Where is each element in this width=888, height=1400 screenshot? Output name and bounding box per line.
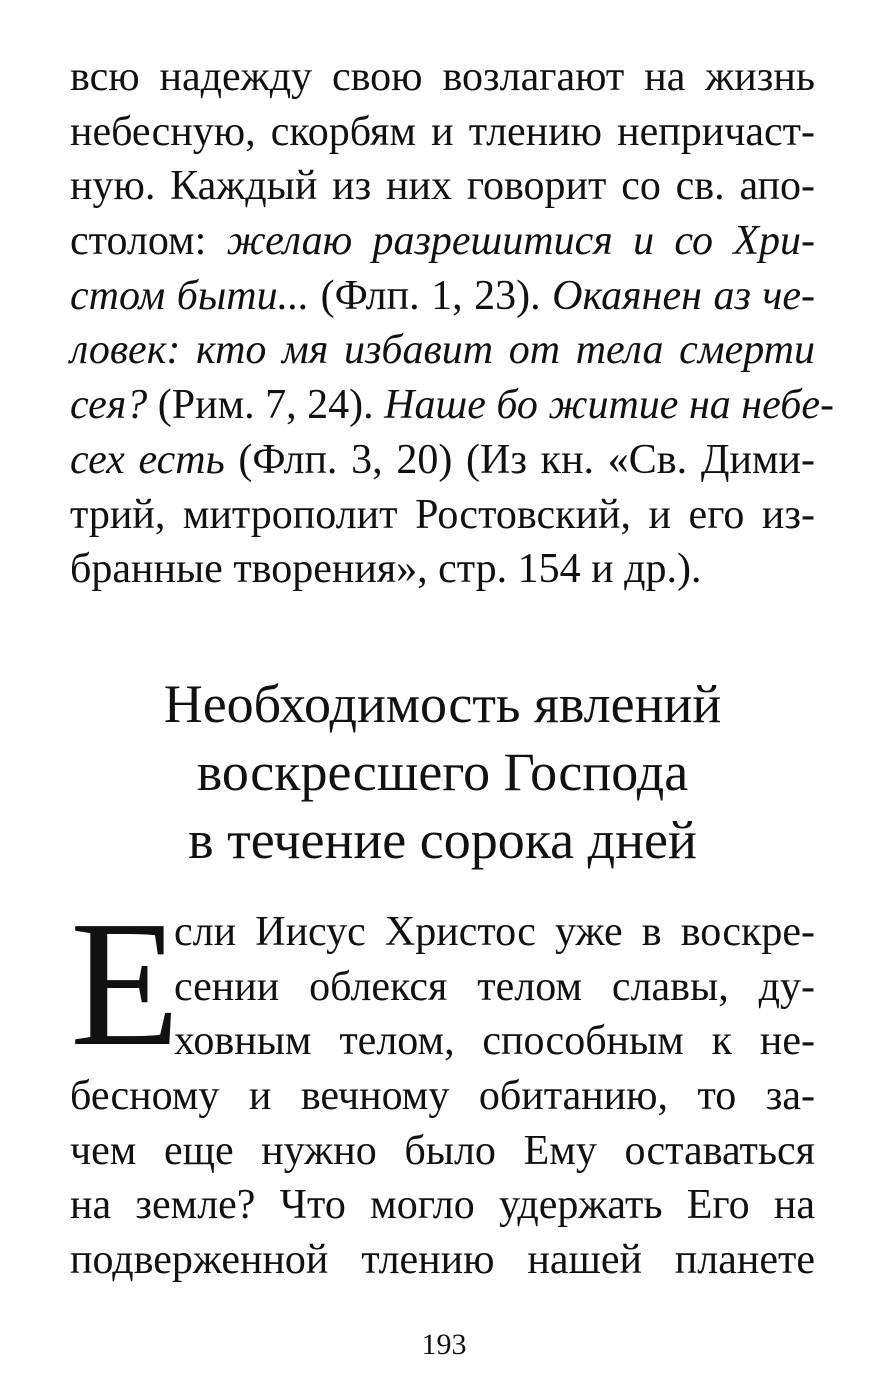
drop-cap: Е xyxy=(70,884,180,1083)
quote-italic: Окаянен аз че- xyxy=(552,272,816,319)
chapter-heading xyxy=(70,670,815,874)
heading-line: в течение сорока дней xyxy=(188,810,697,870)
quote-italic: ловек: кто мя избавит от тела смерти xyxy=(70,327,815,374)
text-line: бранные творения», стр. 154 и др.). xyxy=(70,546,702,593)
text-line: подверженной тлению нашей планете xyxy=(70,1237,815,1284)
quote-italic: сея? xyxy=(70,382,148,429)
text-line: ную. Каждый из них говорит со св. апо- xyxy=(70,163,815,210)
full-lines xyxy=(70,1069,815,1288)
text-line xyxy=(70,214,815,269)
citation: (Рим. 7, 24). xyxy=(147,382,385,429)
text-line: на земле? Что могло удержать Его на xyxy=(70,1182,815,1229)
lower-paragraph xyxy=(70,884,815,1288)
heading-line: воскресшего Господа xyxy=(196,742,689,802)
quote-italic: стом быти... xyxy=(70,272,310,319)
text-line: трий, митрополит Ростовский, и его из- xyxy=(70,491,815,538)
text-line: чем еще нужно было Ему оставаться xyxy=(70,1127,815,1174)
citation: (Флп. 1, 23). xyxy=(309,272,553,319)
quote-italic: желаю разрешитися и со Хри- xyxy=(226,218,816,265)
text-line: сении облекся телом славы, ду- xyxy=(174,963,815,1010)
drop-cap-lines xyxy=(174,905,815,1069)
text-line xyxy=(70,323,815,378)
text-line: ховным телом, способным к не- xyxy=(174,1018,815,1065)
text-line xyxy=(70,378,834,433)
text-run: столом: xyxy=(70,218,227,265)
citation: (Флп. 3, 20) (Из кн. «Св. Дими- xyxy=(224,436,815,483)
quote-italic: Наше бо житие на небе- xyxy=(384,382,834,429)
page-number: 193 xyxy=(421,1328,467,1361)
text-line xyxy=(70,269,815,324)
text-line: небесную, скорбям и тлению непричаст- xyxy=(70,108,815,155)
upper-paragraph xyxy=(70,50,834,597)
heading-line: Необходимость явлений xyxy=(163,674,722,734)
text-line: сли Иисус Христос уже в воскре- xyxy=(174,909,815,955)
text-line: бесному и вечному обитанию, то за- xyxy=(70,1073,815,1120)
text-line: всю надежду свою возлагают на жизнь xyxy=(70,54,815,100)
text-line xyxy=(70,433,815,488)
quote-italic: сех есть xyxy=(70,436,225,483)
